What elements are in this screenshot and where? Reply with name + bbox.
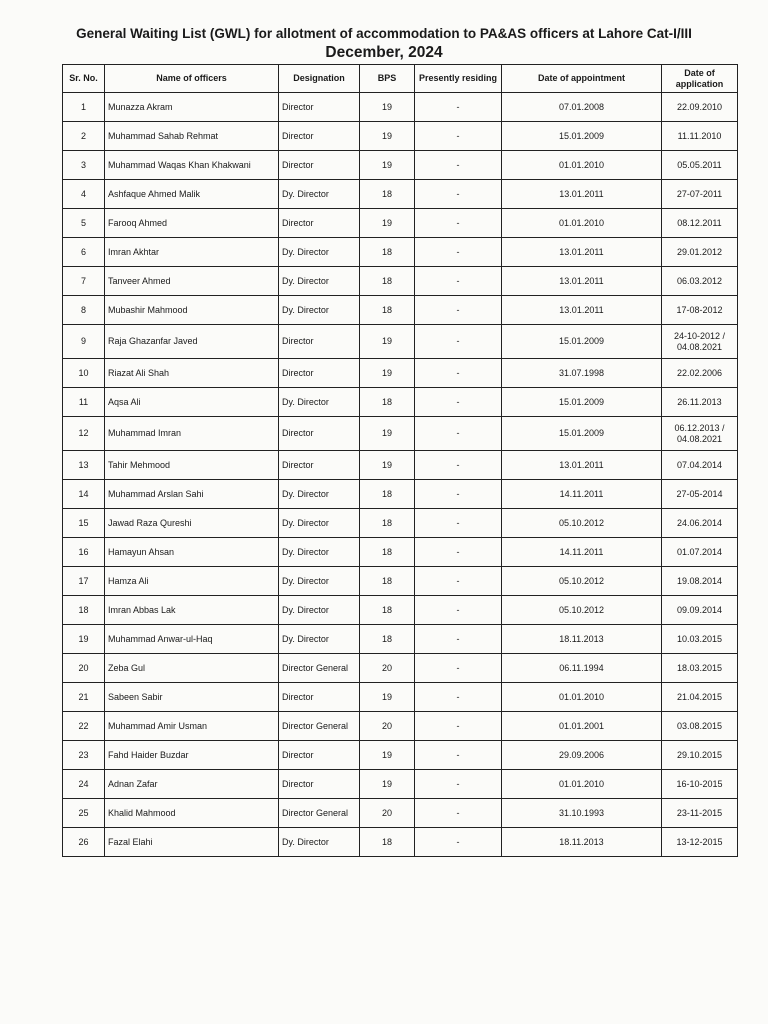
cell-sr-no: 11 [63,388,105,417]
cell-date-of-appointment: 14.11.2011 [502,480,662,509]
table-row [63,325,738,359]
document-subtitle: December, 2024 [325,44,443,61]
cell-presently-residing: - [415,267,502,296]
cell-date-of-appointment: 01.01.2010 [502,770,662,799]
table-row [63,238,738,267]
cell-bps: 18 [360,296,415,325]
table-row [63,509,738,538]
table-row [63,451,738,480]
cell-officer-name: Raja Ghazanfar Javed [105,325,279,359]
waiting-list-table [62,64,738,857]
cell-officer-name: Adnan Zafar [105,770,279,799]
cell-date-of-application: 26.11.2013 [662,388,738,417]
cell-officer-name: Muhammad Waqas Khan Khakwani [105,151,279,180]
cell-date-of-appointment: 31.10.1993 [502,799,662,828]
cell-sr-no: 16 [63,538,105,567]
cell-officer-name: Ashfaque Ahmed Malik [105,180,279,209]
cell-officer-name: Hamayun Ahsan [105,538,279,567]
cell-bps: 19 [360,417,415,451]
cell-presently-residing: - [415,770,502,799]
cell-designation: Director General [279,712,360,741]
table-row [63,417,738,451]
cell-date-of-appointment: 01.01.2010 [502,683,662,712]
table-row [63,625,738,654]
cell-presently-residing: - [415,296,502,325]
cell-officer-name: Muhammad Imran [105,417,279,451]
cell-sr-no: 26 [63,828,105,857]
cell-presently-residing: - [415,741,502,770]
cell-designation: Dy. Director [279,538,360,567]
table-row [63,209,738,238]
cell-designation: Director [279,417,360,451]
cell-designation: Director [279,122,360,151]
cell-bps: 19 [360,151,415,180]
cell-bps: 18 [360,509,415,538]
cell-presently-residing: - [415,122,502,151]
cell-designation: Dy. Director [279,388,360,417]
cell-designation: Dy. Director [279,828,360,857]
cell-presently-residing: - [415,712,502,741]
cell-date-of-appointment: 18.11.2013 [502,625,662,654]
table-row [63,741,738,770]
cell-date-of-appointment: 01.01.2001 [502,712,662,741]
cell-sr-no: 1 [63,93,105,122]
cell-designation: Director [279,770,360,799]
cell-date-of-application: 21.04.2015 [662,683,738,712]
cell-date-of-appointment: 06.11.1994 [502,654,662,683]
cell-date-of-application: 10.03.2015 [662,625,738,654]
cell-bps: 18 [360,596,415,625]
cell-designation: Dy. Director [279,509,360,538]
header-name: Name of officers [105,65,279,93]
cell-sr-no: 21 [63,683,105,712]
cell-date-of-appointment: 31.07.1998 [502,359,662,388]
cell-presently-residing: - [415,654,502,683]
cell-date-of-appointment: 01.01.2010 [502,151,662,180]
cell-officer-name: Muhammad Arslan Sahi [105,480,279,509]
cell-bps: 19 [360,209,415,238]
cell-presently-residing: - [415,596,502,625]
table-row [63,596,738,625]
cell-presently-residing: - [415,683,502,712]
cell-date-of-application: 06.12.2013 / 04.08.2021 [662,417,738,451]
cell-date-of-application: 07.04.2014 [662,451,738,480]
table-row [63,359,738,388]
cell-date-of-application: 27-05-2014 [662,480,738,509]
cell-date-of-appointment: 01.01.2010 [502,209,662,238]
table-row [63,799,738,828]
cell-designation: Director [279,741,360,770]
cell-presently-residing: - [415,93,502,122]
cell-presently-residing: - [415,388,502,417]
header-date-of-application: Date of application [662,65,738,93]
cell-officer-name: Tahir Mehmood [105,451,279,480]
cell-presently-residing: - [415,325,502,359]
cell-bps: 20 [360,654,415,683]
cell-designation: Director General [279,799,360,828]
cell-designation: Dy. Director [279,567,360,596]
cell-bps: 18 [360,388,415,417]
header-sr-no: Sr. No. [63,65,105,93]
cell-designation: Dy. Director [279,180,360,209]
cell-date-of-appointment: 13.01.2011 [502,451,662,480]
cell-presently-residing: - [415,509,502,538]
header-date-of-appointment: Date of appointment [502,65,662,93]
table-row [63,828,738,857]
cell-sr-no: 12 [63,417,105,451]
cell-bps: 20 [360,712,415,741]
cell-bps: 19 [360,770,415,799]
cell-sr-no: 19 [63,625,105,654]
cell-date-of-application: 27-07-2011 [662,180,738,209]
cell-sr-no: 23 [63,741,105,770]
cell-bps: 19 [360,325,415,359]
cell-presently-residing: - [415,451,502,480]
cell-date-of-application: 29.01.2012 [662,238,738,267]
cell-designation: Director [279,93,360,122]
cell-sr-no: 3 [63,151,105,180]
table-row [63,480,738,509]
cell-sr-no: 24 [63,770,105,799]
cell-bps: 18 [360,567,415,596]
cell-date-of-application: 29.10.2015 [662,741,738,770]
table-row [63,770,738,799]
cell-date-of-application: 19.08.2014 [662,567,738,596]
cell-officer-name: Sabeen Sabir [105,683,279,712]
cell-officer-name: Imran Akhtar [105,238,279,267]
cell-date-of-appointment: 07.01.2008 [502,93,662,122]
cell-presently-residing: - [415,209,502,238]
cell-officer-name: Jawad Raza Qureshi [105,509,279,538]
cell-officer-name: Fazal Elahi [105,828,279,857]
cell-date-of-application: 01.07.2014 [662,538,738,567]
cell-bps: 20 [360,799,415,828]
cell-sr-no: 18 [63,596,105,625]
cell-date-of-appointment: 13.01.2011 [502,180,662,209]
cell-designation: Dy. Director [279,296,360,325]
cell-date-of-appointment: 13.01.2011 [502,238,662,267]
table-body [63,93,738,857]
cell-date-of-application: 17-08-2012 [662,296,738,325]
cell-sr-no: 9 [63,325,105,359]
cell-officer-name: Muhammad Anwar-ul-Haq [105,625,279,654]
cell-designation: Dy. Director [279,480,360,509]
cell-presently-residing: - [415,828,502,857]
cell-sr-no: 7 [63,267,105,296]
table-row [63,151,738,180]
cell-date-of-application: 18.03.2015 [662,654,738,683]
cell-presently-residing: - [415,799,502,828]
cell-officer-name: Aqsa Ali [105,388,279,417]
cell-bps: 19 [360,451,415,480]
cell-bps: 18 [360,180,415,209]
cell-date-of-application: 05.05.2011 [662,151,738,180]
cell-designation: Director [279,451,360,480]
cell-date-of-application: 24.06.2014 [662,509,738,538]
cell-presently-residing: - [415,480,502,509]
cell-date-of-application: 11.11.2010 [662,122,738,151]
cell-officer-name: Tanveer Ahmed [105,267,279,296]
cell-sr-no: 14 [63,480,105,509]
cell-date-of-application: 03.08.2015 [662,712,738,741]
cell-sr-no: 10 [63,359,105,388]
cell-designation: Director [279,359,360,388]
cell-officer-name: Khalid Mahmood [105,799,279,828]
table-row [63,567,738,596]
table-row [63,683,738,712]
cell-date-of-appointment: 15.01.2009 [502,388,662,417]
cell-officer-name: Zeba Gul [105,654,279,683]
cell-designation: Director [279,683,360,712]
cell-presently-residing: - [415,567,502,596]
table-row [63,296,738,325]
cell-date-of-application: 24-10-2012 / 04.08.2021 [662,325,738,359]
table-row [63,388,738,417]
cell-date-of-application: 22.09.2010 [662,93,738,122]
cell-bps: 18 [360,238,415,267]
cell-bps: 18 [360,480,415,509]
cell-sr-no: 15 [63,509,105,538]
cell-sr-no: 20 [63,654,105,683]
cell-date-of-application: 08.12.2011 [662,209,738,238]
cell-designation: Dy. Director [279,238,360,267]
cell-sr-no: 4 [63,180,105,209]
cell-date-of-application: 13-12-2015 [662,828,738,857]
cell-designation: Director [279,209,360,238]
cell-date-of-appointment: 18.11.2013 [502,828,662,857]
cell-date-of-appointment: 05.10.2012 [502,509,662,538]
cell-date-of-application: 09.09.2014 [662,596,738,625]
cell-officer-name: Munazza Akram [105,93,279,122]
cell-designation: Dy. Director [279,596,360,625]
table-row [63,180,738,209]
header-bps: BPS [360,65,415,93]
document-title: General Waiting List (GWL) for allotment of accommodation to PA&AS officers at Lahore Cat-I/III [76,26,692,41]
cell-sr-no: 6 [63,238,105,267]
table-row [63,538,738,567]
cell-date-of-application: 06.03.2012 [662,267,738,296]
cell-officer-name: Mubashir Mahmood [105,296,279,325]
table-row [63,267,738,296]
cell-date-of-appointment: 29.09.2006 [502,741,662,770]
table-row [63,712,738,741]
cell-sr-no: 22 [63,712,105,741]
header-presently-residing: Presently residing [415,65,502,93]
cell-bps: 19 [360,93,415,122]
cell-presently-residing: - [415,625,502,654]
cell-designation: Director [279,151,360,180]
cell-sr-no: 13 [63,451,105,480]
cell-date-of-application: 23-11-2015 [662,799,738,828]
table-row [63,122,738,151]
cell-officer-name: Muhammad Sahab Rehmat [105,122,279,151]
cell-bps: 19 [360,741,415,770]
cell-bps: 18 [360,625,415,654]
cell-date-of-appointment: 05.10.2012 [502,567,662,596]
cell-date-of-application: 22.02.2006 [662,359,738,388]
header-designation: Designation [279,65,360,93]
cell-presently-residing: - [415,238,502,267]
cell-bps: 18 [360,538,415,567]
cell-officer-name: Riazat Ali Shah [105,359,279,388]
cell-bps: 19 [360,359,415,388]
cell-designation: Director [279,325,360,359]
cell-presently-residing: - [415,417,502,451]
cell-bps: 19 [360,122,415,151]
cell-officer-name: Imran Abbas Lak [105,596,279,625]
cell-sr-no: 25 [63,799,105,828]
cell-sr-no: 2 [63,122,105,151]
cell-date-of-appointment: 14.11.2011 [502,538,662,567]
cell-presently-residing: - [415,180,502,209]
cell-sr-no: 5 [63,209,105,238]
cell-date-of-appointment: 05.10.2012 [502,596,662,625]
cell-officer-name: Fahd Haider Buzdar [105,741,279,770]
cell-presently-residing: - [415,538,502,567]
cell-date-of-appointment: 13.01.2011 [502,296,662,325]
cell-designation: Dy. Director [279,625,360,654]
cell-bps: 19 [360,683,415,712]
cell-presently-residing: - [415,359,502,388]
cell-date-of-appointment: 15.01.2009 [502,325,662,359]
cell-officer-name: Muhammad Amir Usman [105,712,279,741]
cell-date-of-appointment: 15.01.2009 [502,122,662,151]
cell-bps: 18 [360,828,415,857]
cell-officer-name: Farooq Ahmed [105,209,279,238]
table-header-row [63,65,738,93]
cell-sr-no: 8 [63,296,105,325]
cell-presently-residing: - [415,151,502,180]
cell-date-of-appointment: 13.01.2011 [502,267,662,296]
cell-officer-name: Hamza Ali [105,567,279,596]
cell-date-of-application: 16-10-2015 [662,770,738,799]
table-row [63,654,738,683]
cell-sr-no: 17 [63,567,105,596]
cell-date-of-appointment: 15.01.2009 [502,417,662,451]
cell-designation: Dy. Director [279,267,360,296]
cell-designation: Director General [279,654,360,683]
table-row [63,93,738,122]
cell-bps: 18 [360,267,415,296]
